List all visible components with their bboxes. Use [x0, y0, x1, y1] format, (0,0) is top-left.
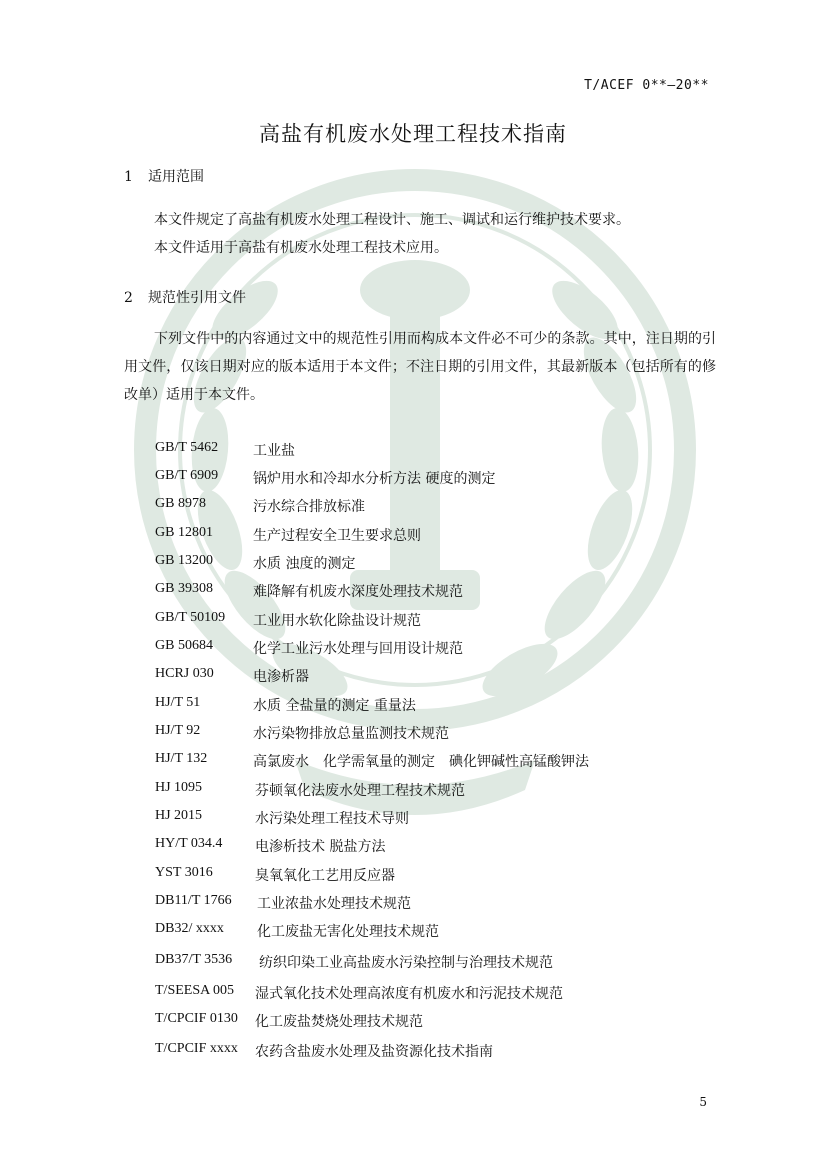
reference-code: HJ 2015 [155, 808, 203, 823]
reference-code: DB32/ xxxx [155, 921, 224, 936]
reference-code: HJ/T 132 [155, 751, 208, 766]
reference-title: 工业浓盐水处理技术规范 [257, 896, 411, 912]
reference-code: HJ 1095 [155, 780, 203, 795]
reference-title: 化工废盐无害化处理技术规范 [257, 924, 439, 940]
reference-code: HJ/T 92 [155, 723, 201, 738]
reference-code: HCRJ 030 [155, 666, 214, 681]
reference-title: 污水综合排放标准 [253, 499, 365, 515]
reference-title: 农药含盐废水处理及盐资源化技术指南 [255, 1044, 493, 1060]
reference-code: GB 39308 [155, 581, 213, 596]
reference-code: YST 3016 [155, 865, 213, 880]
reference-title: 水质 浊度的测定 [253, 556, 356, 572]
reference-code: GB/T 6909 [155, 468, 219, 483]
reference-title: 纺织印染工业高盐废水污染控制与治理技术规范 [259, 955, 553, 971]
reference-title: 化学工业污水处理与回用设计规范 [253, 641, 463, 657]
reference-code: GB/T 50109 [155, 610, 226, 625]
reference-code: GB/T 5462 [155, 440, 219, 455]
section-number: 1 [124, 169, 133, 185]
section-heading-normative-references [124, 287, 246, 307]
reference-code: T/CPCIF 0130 [155, 1011, 238, 1026]
reference-title: 化工废盐焚烧处理技术规范 [255, 1014, 423, 1030]
paragraph: 下列文件中的内容通过文中的规范性引用而构成本文件必不可少的条款。其中，注日期的引用文件，仅该日期对应的版本适用于本文件；不注日期的引用文件，其最新版本（包括所有的修改单）适用于本文件。 [124, 331, 716, 403]
paragraph: 本文件规定了高盐有机废水处理工程设计、施工、调试和运行维护技术要求。 [154, 212, 630, 228]
reference-code: GB 12801 [155, 525, 213, 540]
reference-title: 高氯废水 化学需氧量的测定 碘化钾碱性高锰酸钾法 [253, 754, 589, 770]
reference-code: GB 13200 [155, 553, 213, 568]
reference-title: 工业盐 [253, 443, 295, 459]
reference-title: 臭氧氧化工艺用反应器 [255, 868, 395, 884]
section-title: 适用范围 [148, 169, 204, 185]
reference-title: 锅炉用水和冷却水分析方法 硬度的测定 [253, 471, 496, 487]
reference-title: 水质 全盐量的测定 重量法 [253, 698, 416, 714]
reference-title: 湿式氧化技术处理高浓度有机废水和污泥技术规范 [255, 986, 563, 1002]
reference-title: 水污染物排放总量监测技术规范 [253, 726, 449, 742]
paragraph: 本文件适用于高盐有机废水处理工程技术应用。 [154, 240, 448, 256]
reference-title: 芬顿氧化法废水处理工程技术规范 [255, 783, 465, 799]
section-title: 规范性引用文件 [148, 290, 246, 306]
reference-title: 生产过程安全卫生要求总则 [253, 528, 421, 544]
document-code: T/ACEF 0**—20** [584, 78, 709, 93]
references-intro [124, 325, 716, 409]
reference-code: HY/T 034.4 [155, 836, 223, 851]
scope-paragraphs [124, 206, 716, 262]
reference-title: 工业用水软化除盐设计规范 [253, 613, 421, 629]
reference-title: 电渗析器 [253, 669, 309, 685]
reference-title: 水污染处理工程技术导则 [255, 811, 409, 827]
section-number: 2 [124, 290, 133, 306]
reference-code: GB 50684 [155, 638, 213, 653]
page-number: 5 [699, 1095, 707, 1109]
reference-code: T/CPCIF xxxx [155, 1041, 238, 1056]
reference-code: GB 8978 [155, 496, 206, 511]
reference-code: DB11/T 1766 [155, 893, 232, 908]
page-title: 高盐有机废水处理工程技术指南 [259, 122, 567, 146]
section-heading-scope [124, 166, 204, 186]
reference-title: 难降解有机废水深度处理技术规范 [253, 584, 463, 600]
reference-code: HJ/T 51 [155, 695, 201, 710]
reference-code: T/SEESA 005 [155, 983, 234, 998]
reference-code: DB37/T 3536 [155, 952, 233, 967]
reference-title: 电渗析技术 脱盐方法 [255, 839, 386, 855]
